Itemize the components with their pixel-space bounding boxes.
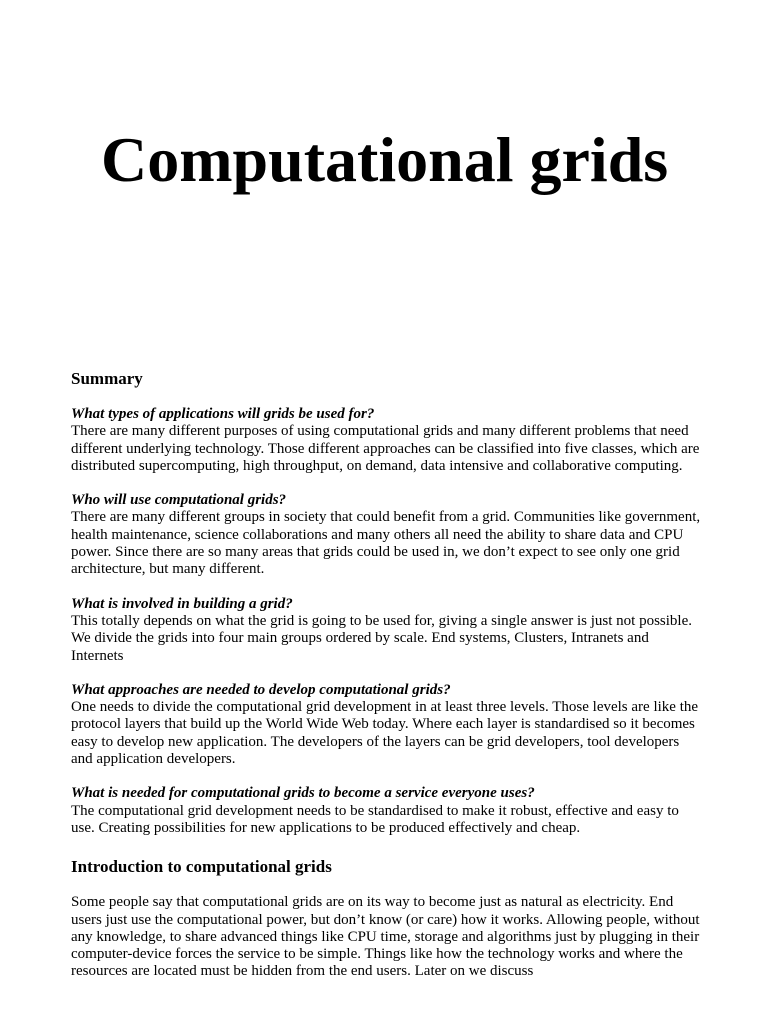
introduction-paragraph: Some people say that computational grids are on its way to become just as natural as electricity. End users just use the computational power, but don’t know (or care) how it works. Allowing people, without any knowledge, to share advanced things like CPU time, storage and algorithms just by plugging in their computer-device forces the service to be simple. Things like how the technology works and where the resources are located must be hidden from the end users. Later on we discuss <box>71 894 700 980</box>
summary-answer: There are many different groups in society that could benefit from a grid. Communities like government, health maintenance, science collaborations and many others all need the ability to share data and CPU power. Since there are so many areas that grids could be used in, we don’t expect to see only one grid architecture, but many different. <box>71 509 701 578</box>
summary-question: What is needed for computational grids to become a service everyone uses? <box>71 785 535 802</box>
summary-answer: This totally depends on what the grid is going to be used for, giving a single answer is just not possible. We divide the grids into four main groups ordered by scale. End systems, Clusters, Intranets and Internets <box>71 612 692 664</box>
document-title: Computational grids <box>101 124 669 195</box>
summary-question: What approaches are needed to develop computational grids? <box>71 681 451 698</box>
summary-question: Who will use computational grids? <box>71 492 287 509</box>
introduction-heading: Introduction to computational grids <box>71 857 332 877</box>
summary-question: What types of applications will grids be used for? <box>71 406 375 422</box>
summary-answer: The computational grid development needs to be standardised to make it robust, effective and easy to use. Creating possibilities for new applications to be produced effectively and cheap. <box>71 802 679 836</box>
summary-item <box>71 682 701 768</box>
summary-item <box>71 492 701 578</box>
summary-item <box>71 785 701 837</box>
summary-answer: There are many different purposes of using computational grids and many different problems that need different underlying technology. Those different approaches can be classified into five classes, which are distributed supercomputing, high throughput, on demand, data intensive and collaborative computing. <box>71 423 700 474</box>
summary-question: What is involved in building a grid? <box>71 595 293 612</box>
summary-answer: One needs to divide the computational grid development in at least three levels. Those levels are like the protocol layers that build up the World Wide Web today. Where each layer is standardised so it becomes easy to develop new application. The developers of the layers can be grid developers, tool developers and application developers. <box>71 699 699 768</box>
document-body <box>71 368 701 981</box>
summary-item <box>71 596 701 665</box>
summary-heading: Summary <box>71 369 143 388</box>
summary-item <box>71 406 701 475</box>
